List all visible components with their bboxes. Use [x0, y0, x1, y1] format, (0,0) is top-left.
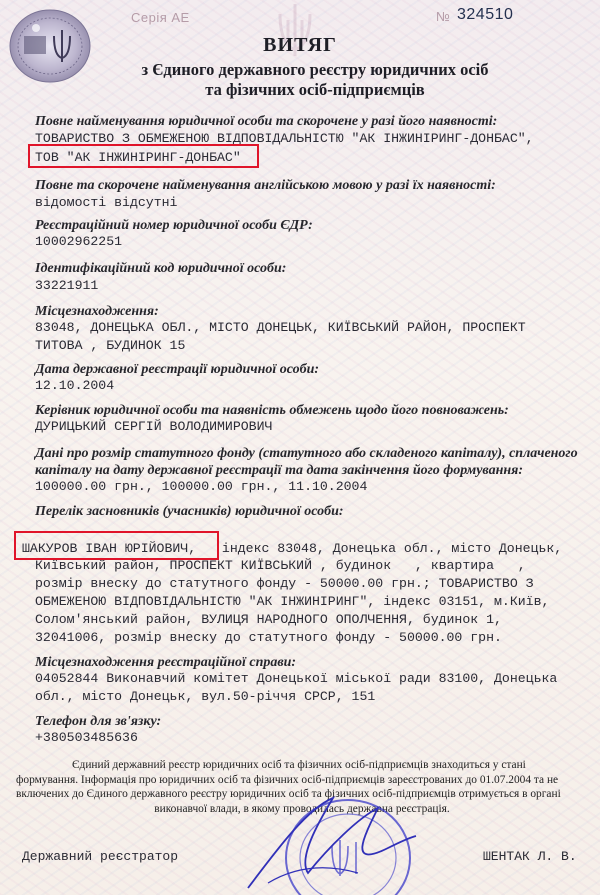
capital-value: 100000.00 грн., 100000.00 грн., 11.10.2004	[35, 479, 368, 494]
id-code-value: 33221911	[35, 278, 99, 293]
location-line-2: ТИТОВА , БУДИНОК 15	[35, 338, 186, 353]
document-subtitle	[100, 60, 530, 100]
subtitle-line-2: та фізичних осіб-підприємців	[205, 80, 425, 99]
director-label: Керівник юридичної особи та наявність обмежень щодо його повноважень:	[35, 403, 509, 418]
registrar-label: Державний реєстратор	[22, 849, 179, 864]
location-line-1: 83048, ДОНЕЦЬКА ОБЛ., МІСТО ДОНЕЦЬК, КИЇВСЬКИЙ РАЙОН, ПРОСПЕКТ	[35, 320, 526, 335]
footer-line-1: Єдиний державний реєстр юридичних осіб та фізичних осіб-підприємців знаходиться у стані	[72, 759, 526, 771]
registrar-name: ШЕНТАК Л. В.	[483, 849, 577, 864]
english-name-label: Повне та скорочене найменування англійською мовою у разі їх наявності:	[35, 178, 496, 193]
footer-line-3: включених до Єдиного державного реєстру юридичних осіб та фізичних осіб-підприємців отримується в органі	[16, 788, 561, 800]
founders-line-6: 32041006, розмір внеску до статутного фонду - 50000.00 грн.	[35, 630, 502, 645]
subtitle-line-1: з Єдиного державного реєстру юридичних осіб	[141, 60, 489, 79]
reg-number-value: 10002962251	[35, 234, 123, 249]
footer-line-4: виконавчої влади, в якому проводилась державна реєстрація.	[154, 802, 450, 815]
highlight-box-founder	[14, 531, 219, 560]
reg-date-label: Дата державної реєстрації юридичної особи:	[35, 362, 320, 377]
capital-label-line-1: Дані про розмір статутного фонду (статутного або складеного капіталу), сплаченого	[35, 446, 578, 461]
founders-line-2: Київський район, ПРОСПЕКТ КИЇВСЬКИЙ , будинок , квартира ,	[35, 558, 526, 573]
reg-number-label: Реєстраційний номер юридичної особи ЄДР:	[35, 218, 313, 233]
founders-line-3: розмір внеску до статутного фонду - 50000.00 грн.; ТОВАРИСТВО З	[35, 576, 534, 591]
founders-label: Перелік засновників (учасників) юридичної особи:	[35, 504, 344, 519]
founder-name: ШАКУРОВ ІВАН ЮРІЙОВИЧ,	[22, 541, 197, 556]
full-name-line-2: ТОВ "АК ІНЖИНІРИНГ-ДОНБАС"	[35, 150, 241, 165]
phone-label: Телефон для зв'язку:	[35, 714, 162, 729]
form-number: 324510	[457, 6, 514, 23]
founders-line-4: ОБМЕЖЕНОЮ ВІДПОВІДАЛЬНІСТЮ "АК ІНЖИНІРИНГ", індекс 03151, м.Київ,	[35, 594, 550, 609]
founders-line-5: Солом'янський район, ВУЛИЦЯ НАРОДНОГО ОПОЛЧЕННЯ, будинок 1,	[35, 612, 502, 627]
founders-line-1: індекс 83048, Донецька обл., місто Донецьк,	[214, 541, 563, 556]
phone-value: +380503485636	[35, 730, 138, 745]
case-location-label: Місцезнаходження реєстраційної справи:	[35, 655, 297, 670]
document-title: ВИТЯГ	[263, 34, 337, 56]
id-code-label: Ідентифікаційний код юридичної особи:	[35, 261, 287, 276]
reg-date-value: 12.10.2004	[35, 378, 115, 393]
series-label: Серія АЕ	[131, 10, 190, 25]
capital-label-line-2: капіталу на дату державної реєстрації та дата закінчення його формування:	[35, 463, 523, 478]
footer-line-2: формування. Інформація про юридичних осіб та фізичних осіб-підприємців зареєстрованих до 01.07.2004 та не	[16, 773, 559, 786]
case-location-line-2: обл., місто Донецьк, вул.50-річчя СРСР, 151	[35, 689, 376, 704]
full-name-line-1: ТОВАРИСТВО З ОБМЕЖЕНОЮ ВІДПОВІДАЛЬНІСТЮ "АК ІНЖИНІРИНГ-ДОНБАС",	[35, 131, 534, 146]
highlight-box-short-name	[28, 144, 259, 168]
director-value: ДУРИЦЬКИЙ СЕРГІЙ ВОЛОДИМИРОВИЧ	[35, 419, 273, 434]
location-label: Місцезнаходження:	[35, 304, 159, 319]
number-sign: №	[436, 9, 450, 24]
official-stamp-icon	[238, 778, 418, 895]
full-name-label: Повне найменування юридичної особи та скорочене у разі його наявності:	[35, 114, 498, 129]
case-location-line-1: 04052844 Виконавчий комітет Донецької міської ради 83100, Донецька	[35, 671, 558, 686]
english-name-value: відомості відсутні	[35, 195, 178, 210]
